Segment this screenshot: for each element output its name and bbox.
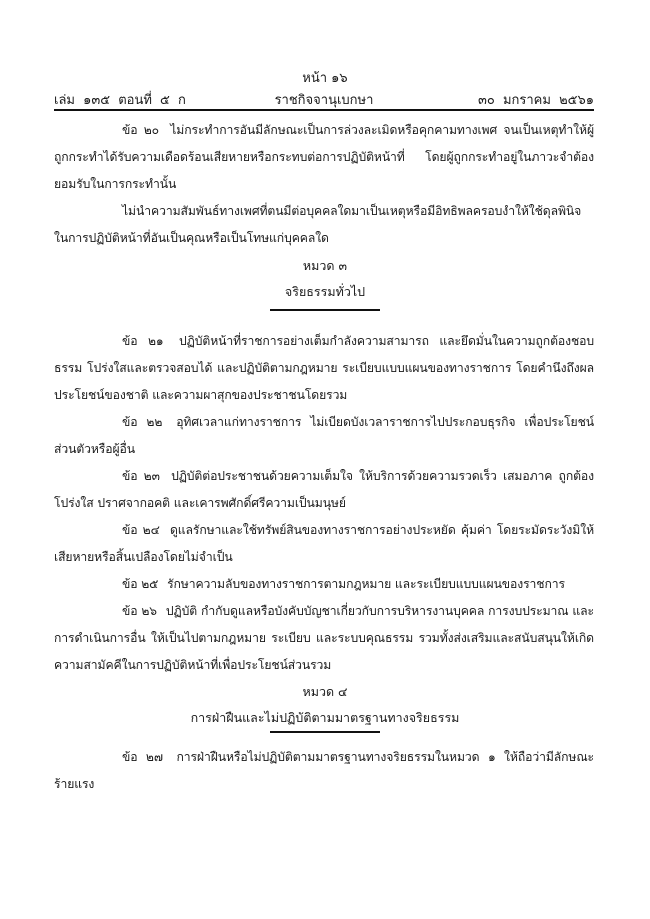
clause-text: ปฏิบัติต่อประชาชนด้วยความเต็มใจ ให้บริการด้วยความรวดเร็ว เสมอภาค ถูกต้อง โปร่งใส ปราศจากอคติ และเคารพศักดิ์ศรีความเป็นมนุษย์ <box>54 469 594 510</box>
clause-text: รักษาความลับของทางราชการตามกฎหมาย และระเบียบแบบแผนของราชการ <box>167 577 565 591</box>
clause-block-2 <box>54 328 594 679</box>
clause-23 <box>54 463 594 517</box>
clause-number: ข้อ ๒๔ <box>122 523 160 537</box>
section-number: หมวด ๔ <box>302 684 348 699</box>
section-3-rule <box>270 309 380 311</box>
section-title: จริยธรรมทั่วไป <box>284 284 366 299</box>
clause-number: ข้อ ๒๑ <box>122 334 164 348</box>
running-header <box>54 89 594 107</box>
header-rule <box>54 109 594 111</box>
clause-block-1 <box>54 117 594 252</box>
clause-20-paragraph-2: ไม่นำความสัมพันธ์ทางเพศที่ตนมีต่อบุคคลใดมาเป็นเหตุหรือมีอิทธิพลครอบงำให้ใช้ดุลพินิจในการปฏิบัติหน้าที่อันเป็นคุณหรือเป็นโทษแก่บุคคลใด <box>54 204 582 245</box>
clause-text: ปฏิบัติหน้าที่ราชการอย่างเต็มกำลังความสามารถ และยึดมั่นในความถูกต้องชอบธรรม โปร่งใสและตรวจสอบได้ และปฏิบัติตามกฎหมาย ระเบียบแบบแผนของทางราชการ โดยคำนึงถึงผลประโยชน์ของชาติ และความผาสุกของประชาชนโดยรวม <box>54 334 594 402</box>
clause-number: ข้อ ๒๗ <box>122 750 163 764</box>
section-4-rule <box>270 731 380 733</box>
clause-number: ข้อ ๒๒ <box>122 415 163 429</box>
section-3-heading <box>0 253 650 305</box>
clause-number: ข้อ ๒๕ <box>122 577 159 591</box>
section-4-heading <box>0 679 650 731</box>
clause-20 <box>54 117 594 198</box>
clause-text: อุทิศเวลาแก่ทางราชการ ไม่เบียดบังเวลาราชการไปประกอบธุรกิจ เพื่อประโยชน์ส่วนตัวหรือผู้อื่น <box>54 415 595 456</box>
volume-issue: เล่ม ๑๓๕ ตอนที่ ๕ ก <box>54 93 186 108</box>
clause-text: ดูแลรักษาและใช้ทรัพย์สินของทางราชการอย่างประหยัด คุ้มค่า โดยระมัดระวังมิให้เสียหายหรือสิ้นเปลืองโดยไม่จำเป็น <box>54 523 594 564</box>
clause-22 <box>54 409 594 463</box>
clause-24 <box>54 517 594 571</box>
clause-block-3 <box>54 744 594 798</box>
clause-27 <box>54 744 594 798</box>
clause-text: การฝ่าฝืนหรือไม่ปฏิบัติตามมาตรฐานทางจริยธรรมในหมวด ๑ ให้ถือว่ามีลักษณะร้ายแรง <box>54 750 594 791</box>
clause-text: ปฏิบัติ กำกับดูแลหรือบังคับบัญชาเกี่ยวกับการบริหารงานบุคคล การงบประมาณ และการดำเนินการอื่น ให้เป็นไปตามกฎหมาย ระเบียบ และระบบคุณธรรม รวมทั้งส่งเสริมและสนับสนุนให้เกิดความสามัคคีในการปฏิบัติหน้าที่เพื่อประโยชน์ส่วนรวม <box>54 604 594 672</box>
clause-number: ข้อ ๒๓ <box>122 469 160 483</box>
clause-number: ข้อ ๒๖ <box>122 604 157 618</box>
gazette-title: ราชกิจจานุเบกษา <box>274 93 374 108</box>
clause-text: ไม่กระทำการอันมีลักษณะเป็นการล่วงละเมิดหรือคุกคามทางเพศ จนเป็นเหตุทำให้ผู้ถูกกระทำได้รับความเดือดร้อนเสียหายหรือกระทบต่อการปฏิบัติหน้าที่ โดยผู้ถูกกระทำอยู่ในภาวะจำต้องยอมรับในการกระทำนั้น <box>54 123 594 191</box>
clause-26 <box>54 598 594 679</box>
clause-number: ข้อ ๒๐ <box>122 123 159 137</box>
section-title: การฝ่าฝืนและไม่ปฏิบัติตามมาตรฐานทางจริยธรรม <box>190 710 460 725</box>
page-number: หน้า ๑๖ <box>302 71 348 86</box>
publication-date: ๓๐ มกราคม ๒๕๖๑ <box>478 93 594 108</box>
clause-25 <box>54 571 594 598</box>
section-number: หมวด ๓ <box>302 258 348 273</box>
clause-21 <box>54 328 594 409</box>
